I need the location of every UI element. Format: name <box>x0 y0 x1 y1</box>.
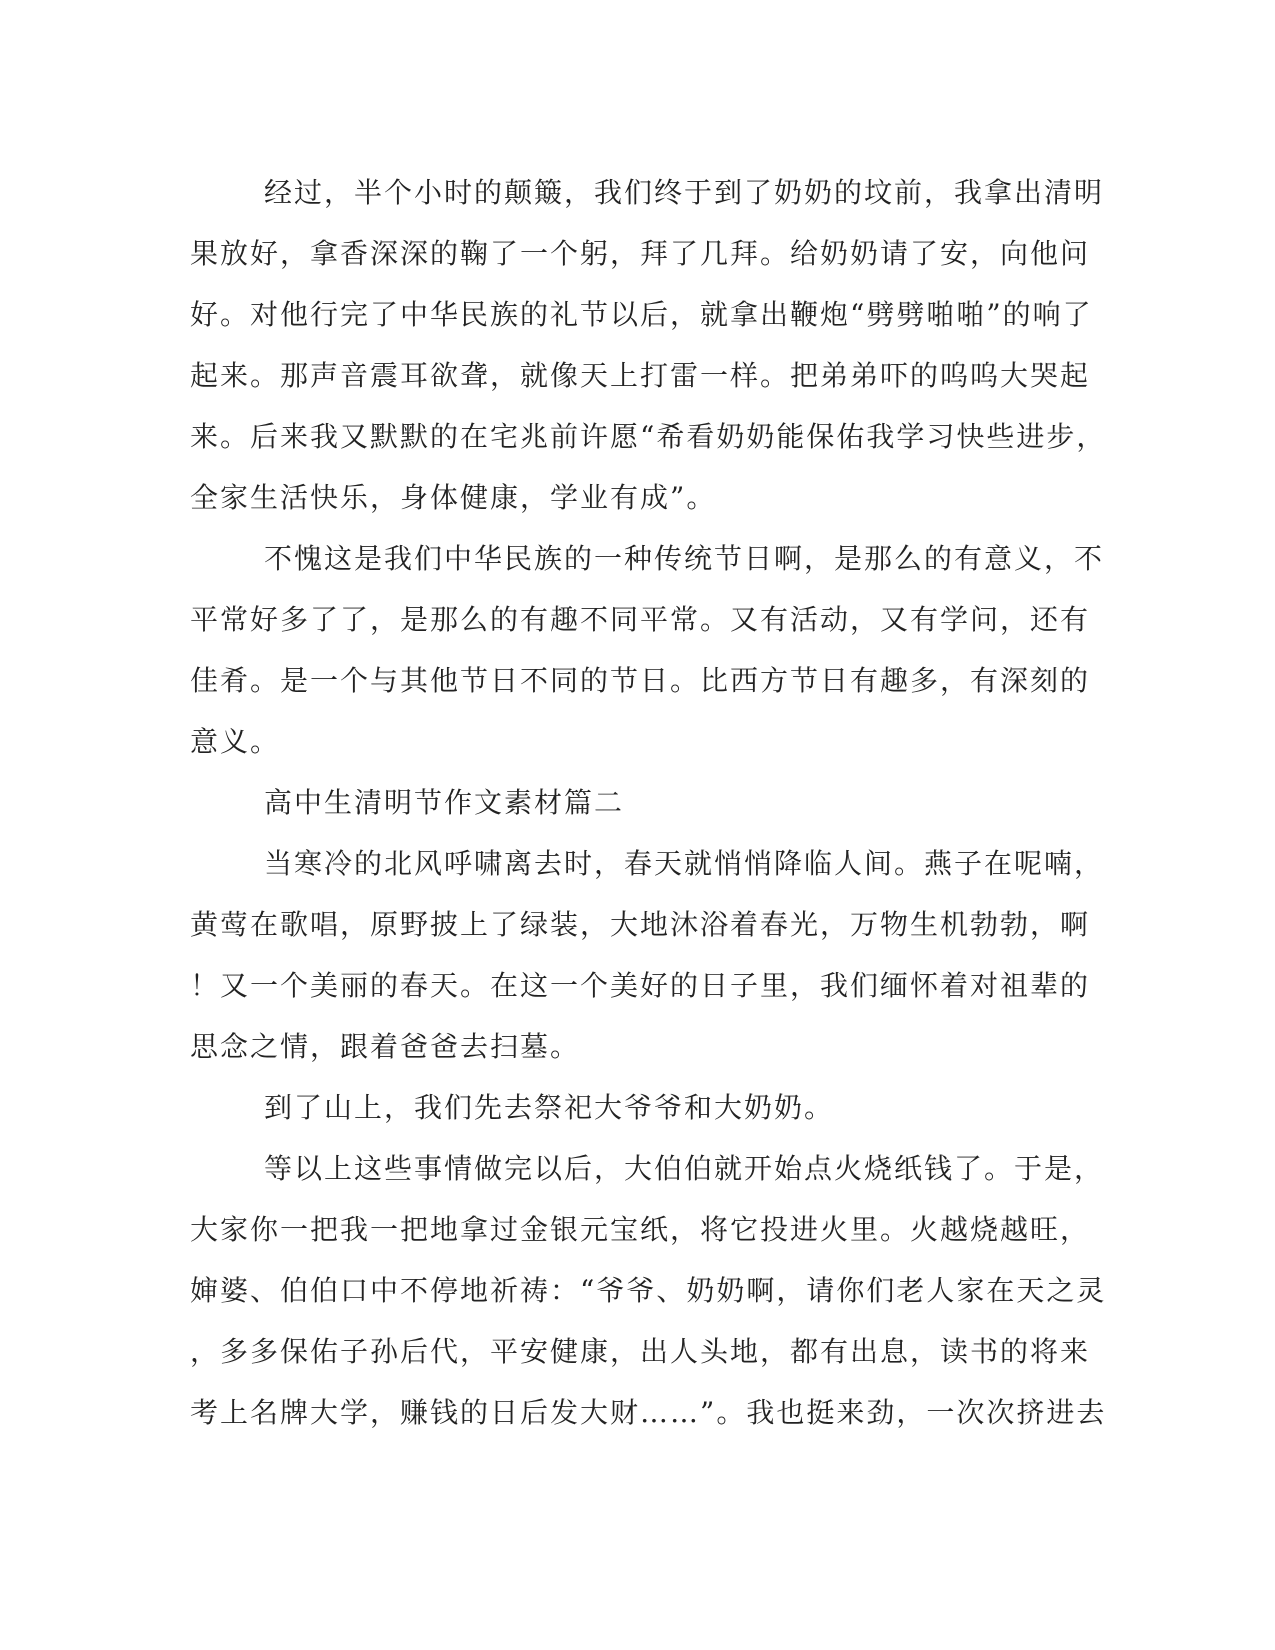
text-line: 经过，半个小时的颠簸，我们终于到了奶奶的坟前，我拿出清明 <box>264 176 1105 209</box>
text-line: 不愧这是我们中华民族的一种传统节日啊，是那么的有意义，不 <box>264 542 1105 575</box>
paragraph-2 <box>190 528 1105 772</box>
heading-line: 高中生清明节作文素材篇二 <box>264 786 625 819</box>
text-line: ，多多保佑子孙后代，平安健康，出人头地，都有出息，读书的将来 <box>190 1335 1091 1368</box>
text-line: 黄莺在歌唱，原野披上了绿装，大地沐浴着春光，万物生机勃勃，啊 <box>190 908 1091 941</box>
section-heading <box>190 772 1080 833</box>
text-line: 婶婆、伯伯口中不停地祈祷：“爷爷、奶奶啊，请你们老人家在天之灵 <box>190 1274 1107 1307</box>
text-line: 到了山上，我们先去祭祀大爷爷和大奶奶。 <box>264 1091 835 1124</box>
paragraph-4 <box>190 833 1105 1077</box>
text-line: 起来。那声音震耳欲聋，就像天上打雷一样。把弟弟吓的呜呜大哭起 <box>190 359 1091 392</box>
text-line: 考上名牌大学，赚钱的日后发大财……”。我也挺来劲，一次次挤进去 <box>190 1396 1107 1429</box>
text-line: 好。对他行完了中华民族的礼节以后，就拿出鞭炮“劈劈啪啪”的响了 <box>190 298 1093 331</box>
text-line: 果放好，拿香深深的鞠了一个躬，拜了几拜。给奶奶请了安，向他问 <box>190 237 1091 270</box>
text-line: 佳肴。是一个与其他节日不同的节日。比西方节日有趣多，有深刻的 <box>190 664 1091 697</box>
paragraph-5 <box>190 1077 1080 1138</box>
text-line: 大家你一把我一把地拿过金银元宝纸，将它投进火里。火越烧越旺， <box>190 1213 1091 1246</box>
text-line: 思念之情，跟着爸爸去扫墓。 <box>190 1030 581 1063</box>
text-line: 当寒冷的北风呼啸离去时，春天就悄悄降临人间。燕子在呢喃， <box>264 847 1105 880</box>
document-body <box>190 162 1107 1443</box>
paragraph-1 <box>190 162 1107 528</box>
text-line: 全家生活快乐，身体健康，学业有成”。 <box>190 481 717 514</box>
text-line: 平常好多了了，是那么的有趣不同平常。又有活动，又有学问，还有 <box>190 603 1091 636</box>
text-line: 等以上这些事情做完以后，大伯伯就开始点火烧纸钱了。于是， <box>264 1152 1105 1185</box>
text-line: 来。后来我又默默的在宅兆前许愿“希看奶奶能保佑我学习快些进步， <box>190 420 1107 453</box>
text-line: 意义。 <box>190 725 281 758</box>
text-line: ！又一个美丽的春天。在这一个美好的日子里，我们缅怀着对祖辈的 <box>190 969 1091 1002</box>
paragraph-6 <box>190 1138 1107 1443</box>
